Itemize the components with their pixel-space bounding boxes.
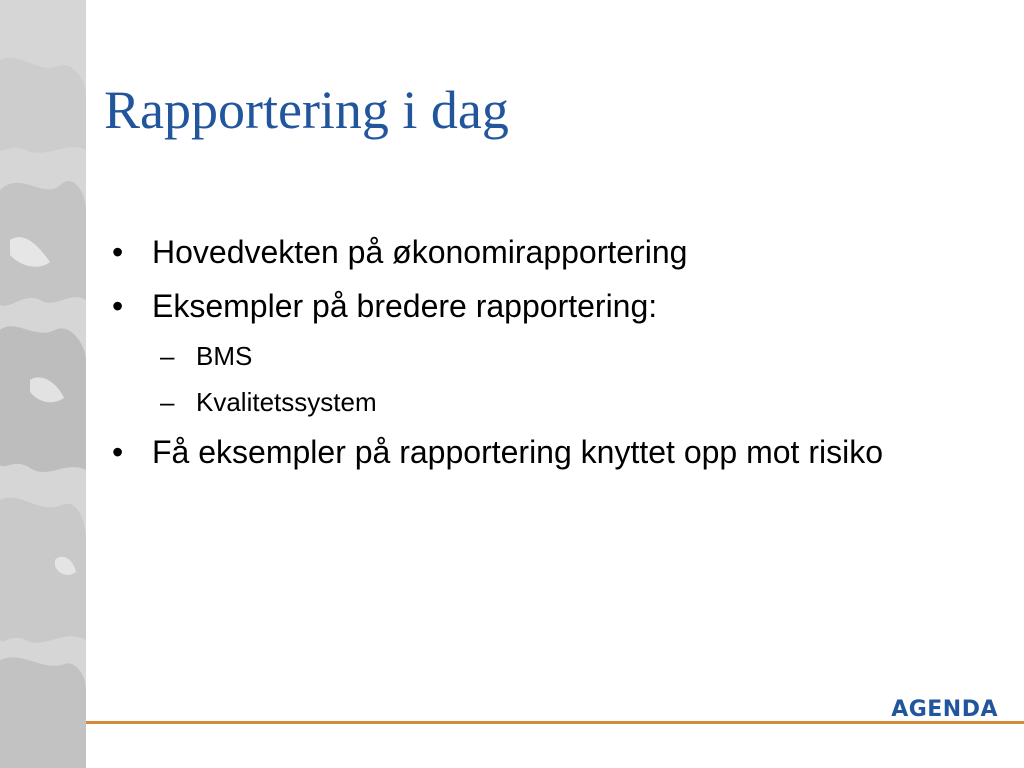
dash-marker: – xyxy=(160,341,175,371)
bullet-item xyxy=(112,432,912,472)
sub-bullet-item xyxy=(112,340,912,372)
dash-marker: – xyxy=(160,387,175,417)
bullet-text: Eksempler på bredere rapportering: xyxy=(152,288,658,324)
bullet-item xyxy=(112,286,912,326)
footer-divider xyxy=(86,721,1024,724)
map-texture-image xyxy=(0,0,86,768)
bullet-text: Få eksempler på rapportering knyttet opp mot risiko xyxy=(152,434,883,470)
bullet-marker: • xyxy=(112,288,124,324)
sub-bullet-text: BMS xyxy=(196,341,253,371)
bullet-list xyxy=(112,232,912,486)
sidebar-map-decoration xyxy=(0,0,86,768)
sub-bullet-text: Kvalitetssystem xyxy=(196,387,377,417)
slide-title: Rapportering i dag xyxy=(104,80,509,140)
sub-bullet-item xyxy=(112,386,912,418)
bullet-marker: • xyxy=(112,434,124,470)
bullet-item xyxy=(112,232,912,272)
bullet-text: Hovedvekten på økonomirapportering xyxy=(152,234,688,270)
agenda-logo: AGENDA xyxy=(891,697,998,722)
bullet-marker: • xyxy=(112,234,124,270)
